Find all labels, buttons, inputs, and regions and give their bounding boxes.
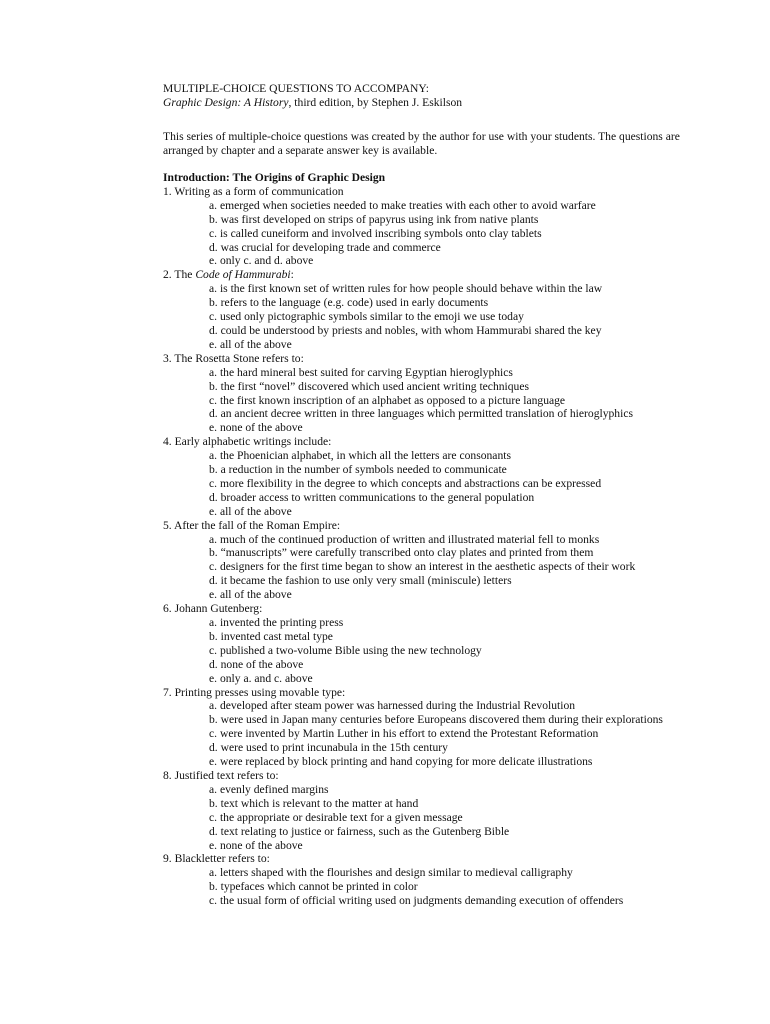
answer-option: d. was crucial for developing trade and commerce <box>209 240 441 254</box>
answer-option: c. the appropriate or desirable text for a given message <box>209 810 463 824</box>
answer-option: d. could be understood by priests and nobles, with whom Hammurabi shared the key <box>209 323 602 337</box>
question-number: 4. <box>163 435 172 449</box>
answer-list <box>163 783 703 853</box>
answer-list <box>163 199 703 269</box>
question-text: Early alphabetic writings include: <box>171 435 332 449</box>
question-list <box>163 185 703 908</box>
question-item <box>163 352 703 435</box>
answer-option: c. the first known inscription of an alphabet as opposed to a picture language <box>209 393 566 407</box>
question-stem <box>163 268 703 282</box>
question-number: 1. <box>163 184 172 198</box>
question-stem <box>163 435 703 449</box>
answer-option: c. more flexibility in the degree to which concepts and abstractions can be expressed <box>209 476 602 490</box>
answer-option: e. none of the above <box>209 838 303 852</box>
question-number: 7. <box>163 685 172 699</box>
question-number: 9. <box>163 852 172 866</box>
answer-option: b. “manuscripts” were carefully transcribed onto clay plates and printed from them <box>209 546 594 560</box>
answer-list <box>163 282 703 352</box>
answer-list <box>163 533 703 603</box>
question-item <box>163 185 703 268</box>
question-item <box>163 686 703 769</box>
question-item <box>163 268 703 351</box>
question-stem <box>163 352 703 366</box>
answer-option: e. all of the above <box>209 504 292 518</box>
question-text: The Rosetta Stone refers to: <box>171 351 304 365</box>
answer-option: d. an ancient decree written in three languages which permitted translation of hieroglyphics <box>209 407 633 421</box>
answer-option: d. were used to print incunabula in the 15th century <box>209 741 448 755</box>
answer-option: a. is the first known set of written rules for how people should behave within the law <box>209 282 603 296</box>
question-item <box>163 435 703 518</box>
question-text: Writing as a form of communication <box>171 184 344 198</box>
answer-option: b. was first developed on strips of papyrus using ink from native plants <box>209 212 539 226</box>
answer-option: b. a reduction in the number of symbols needed to communicate <box>209 463 507 477</box>
answer-option: d. text relating to justice or fairness, such as the Gutenberg Bible <box>209 824 510 838</box>
book-edition-author: , third edition, by Stephen J. Eskilson <box>288 95 463 109</box>
answer-option: a. the Phoenician alphabet, in which all the letters are consonants <box>209 449 511 463</box>
answer-list <box>163 616 703 686</box>
answer-option: c. designers for the first time began to show an interest in the aesthetic aspects of their work <box>209 560 636 574</box>
answer-option: b. typefaces which cannot be printed in color <box>209 880 418 894</box>
answer-option: a. evenly defined margins <box>209 782 329 796</box>
answer-list <box>163 699 703 769</box>
question-text: Justified text refers to: <box>171 768 279 782</box>
header-line-2 <box>163 96 723 110</box>
answer-option: a. emerged when societies needed to make treaties with each other to avoid warfare <box>209 198 596 212</box>
question-item <box>163 852 703 908</box>
answer-option: b. were used in Japan many centuries before Europeans discovered them during their explorations <box>209 713 663 727</box>
answer-option: e. none of the above <box>209 421 303 435</box>
question-text-suffix: : <box>290 268 294 282</box>
question-text: Printing presses using movable type: <box>171 685 346 699</box>
question-text: Johann Gutenberg: <box>171 602 263 616</box>
question-text: Blackletter refers to: <box>171 852 270 866</box>
question-text-italic: Code of Hammurabi <box>195 268 291 282</box>
section-title: Introduction: The Origins of Graphic Design <box>163 171 386 184</box>
question-number: 3. <box>163 351 172 365</box>
question-text: The <box>171 268 196 282</box>
question-stem <box>163 602 703 616</box>
answer-option: e. all of the above <box>209 337 292 351</box>
question-stem <box>163 686 703 700</box>
answer-option: c. is called cuneiform and involved inscribing symbols onto clay tablets <box>209 226 542 240</box>
question-stem <box>163 185 703 199</box>
answer-option: d. broader access to written communications to the general population <box>209 490 535 504</box>
question-item <box>163 602 703 685</box>
answer-option: d. it became the fashion to use only very small (miniscule) letters <box>209 574 512 588</box>
question-stem <box>163 852 703 866</box>
question-number: 5. <box>163 518 172 532</box>
document-header <box>163 82 723 110</box>
question-text: After the fall of the Roman Empire: <box>171 518 341 532</box>
answer-option: a. letters shaped with the flourishes and design similar to medieval calligraphy <box>209 866 573 880</box>
question-number: 8. <box>163 768 172 782</box>
answer-option: b. invented cast metal type <box>209 629 333 643</box>
answer-option: e. all of the above <box>209 588 292 602</box>
answer-option: c. used only pictographic symbols similar to the emoji we use today <box>209 310 524 324</box>
answer-option: a. the hard mineral best suited for carving Egyptian hieroglyphics <box>209 365 513 379</box>
answer-option: b. text which is relevant to the matter at hand <box>209 796 419 810</box>
answer-option: a. developed after steam power was harnessed during the Industrial Revolution <box>209 699 576 713</box>
question-stem <box>163 519 703 533</box>
question-item <box>163 519 703 602</box>
question-number: 2. <box>163 268 172 282</box>
question-number: 6. <box>163 602 172 616</box>
answer-option: c. were invented by Martin Luther in his effort to extend the Protestant Reformation <box>209 727 599 741</box>
chapter-section <box>163 171 703 908</box>
answer-list <box>163 366 703 436</box>
answer-option: e. only c. and d. above <box>209 254 314 268</box>
answer-list <box>163 866 703 908</box>
intro-paragraph: This series of multiple-choice questions was created by the author for use with your students. The questions are arranged by chapter and a separate answer key is available. <box>163 130 680 157</box>
answer-option: b. refers to the language (e.g. code) used in early documents <box>209 296 489 310</box>
answer-option: e. only a. and c. above <box>209 671 313 685</box>
answer-list <box>163 449 703 519</box>
answer-option: c. published a two-volume Bible using the new technology <box>209 643 482 657</box>
answer-option: b. the first “novel” discovered which used ancient writing techniques <box>209 379 530 393</box>
question-stem <box>163 769 703 783</box>
answer-option: c. the usual form of official writing used on judgments demanding execution of offenders <box>209 894 624 908</box>
book-title: Graphic Design: A History <box>163 95 289 109</box>
header-line-1: MULTIPLE-CHOICE QUESTIONS TO ACCOMPANY: <box>163 82 429 95</box>
answer-option: a. invented the printing press <box>209 616 344 629</box>
answer-option: a. much of the continued production of written and illustrated material fell to monks <box>209 532 600 546</box>
answer-option: d. none of the above <box>209 657 304 671</box>
question-item <box>163 769 703 852</box>
answer-option: e. were replaced by block printing and hand copying for more delicate illustrations <box>209 755 593 769</box>
